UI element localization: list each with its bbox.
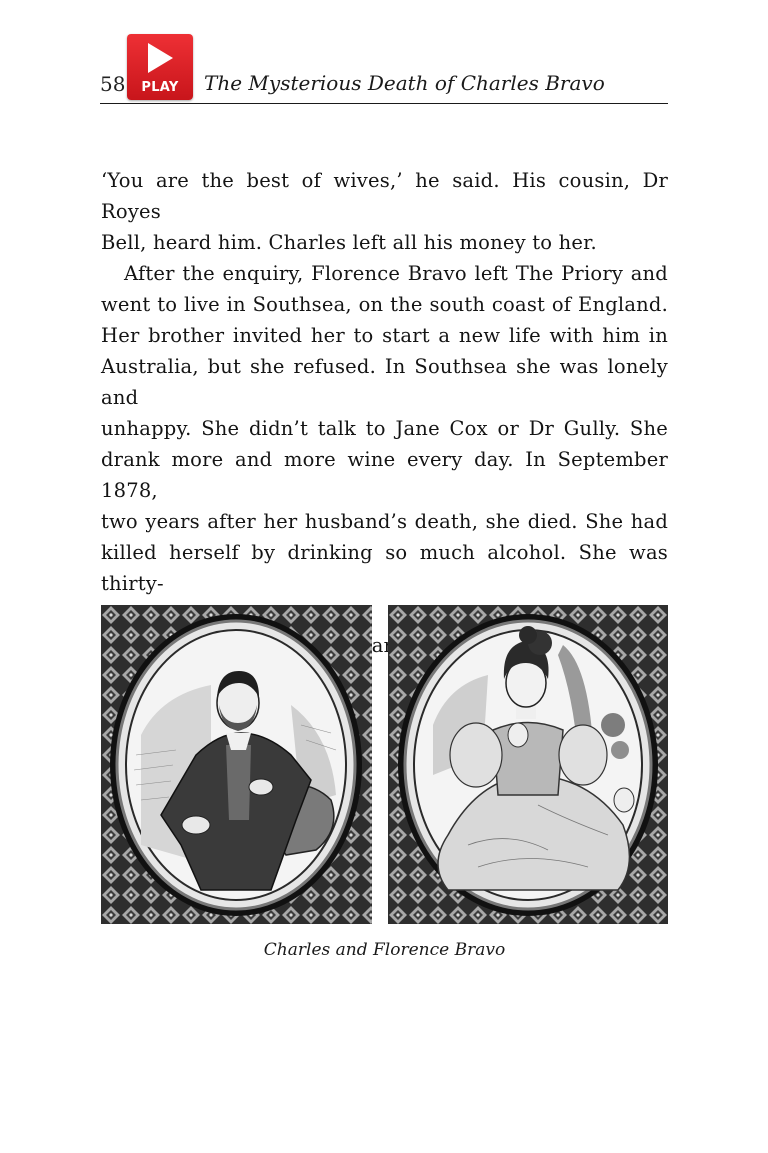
paragraph-2 bbox=[101, 258, 668, 630]
text-line: drank more and more wine every day. In September 1878, bbox=[101, 448, 668, 502]
text-line: went to live in Southsea, on the south coast of England. bbox=[101, 293, 668, 316]
play-icon bbox=[145, 41, 175, 75]
paragraph-1 bbox=[101, 165, 668, 258]
text-line: two years after her husband’s death, she died. She had bbox=[101, 510, 668, 533]
text-line: unhappy. She didn’t talk to Jane Cox or Dr Gully. She bbox=[101, 417, 668, 440]
text-line: Bell, heard him. Charles left all his money to her. bbox=[101, 231, 597, 254]
text-line: Her brother invited her to start a new life with him in bbox=[101, 324, 668, 347]
page-number: 58 bbox=[100, 72, 126, 96]
portrait-charles-bravo bbox=[101, 605, 372, 924]
play-audio-button[interactable] bbox=[127, 34, 193, 100]
portrait-florence-bravo bbox=[388, 605, 668, 924]
text-line: killed herself by drinking so much alcohol. She was thirty- bbox=[101, 541, 668, 595]
text-line: Australia, but she refused. In Southsea she was lonely and bbox=[101, 355, 668, 409]
running-title: The Mysterious Death of Charles Bravo bbox=[204, 71, 605, 95]
text-line: ‘You are the best of wives,’ he said. His cousin, Dr Royes bbox=[101, 169, 668, 223]
figure-caption: Charles and Florence Bravo bbox=[263, 940, 506, 960]
play-label: PLAY bbox=[141, 80, 179, 95]
page-header bbox=[100, 0, 668, 104]
text-line: After the enquiry, Florence Bravo left The Priory and bbox=[124, 262, 668, 285]
